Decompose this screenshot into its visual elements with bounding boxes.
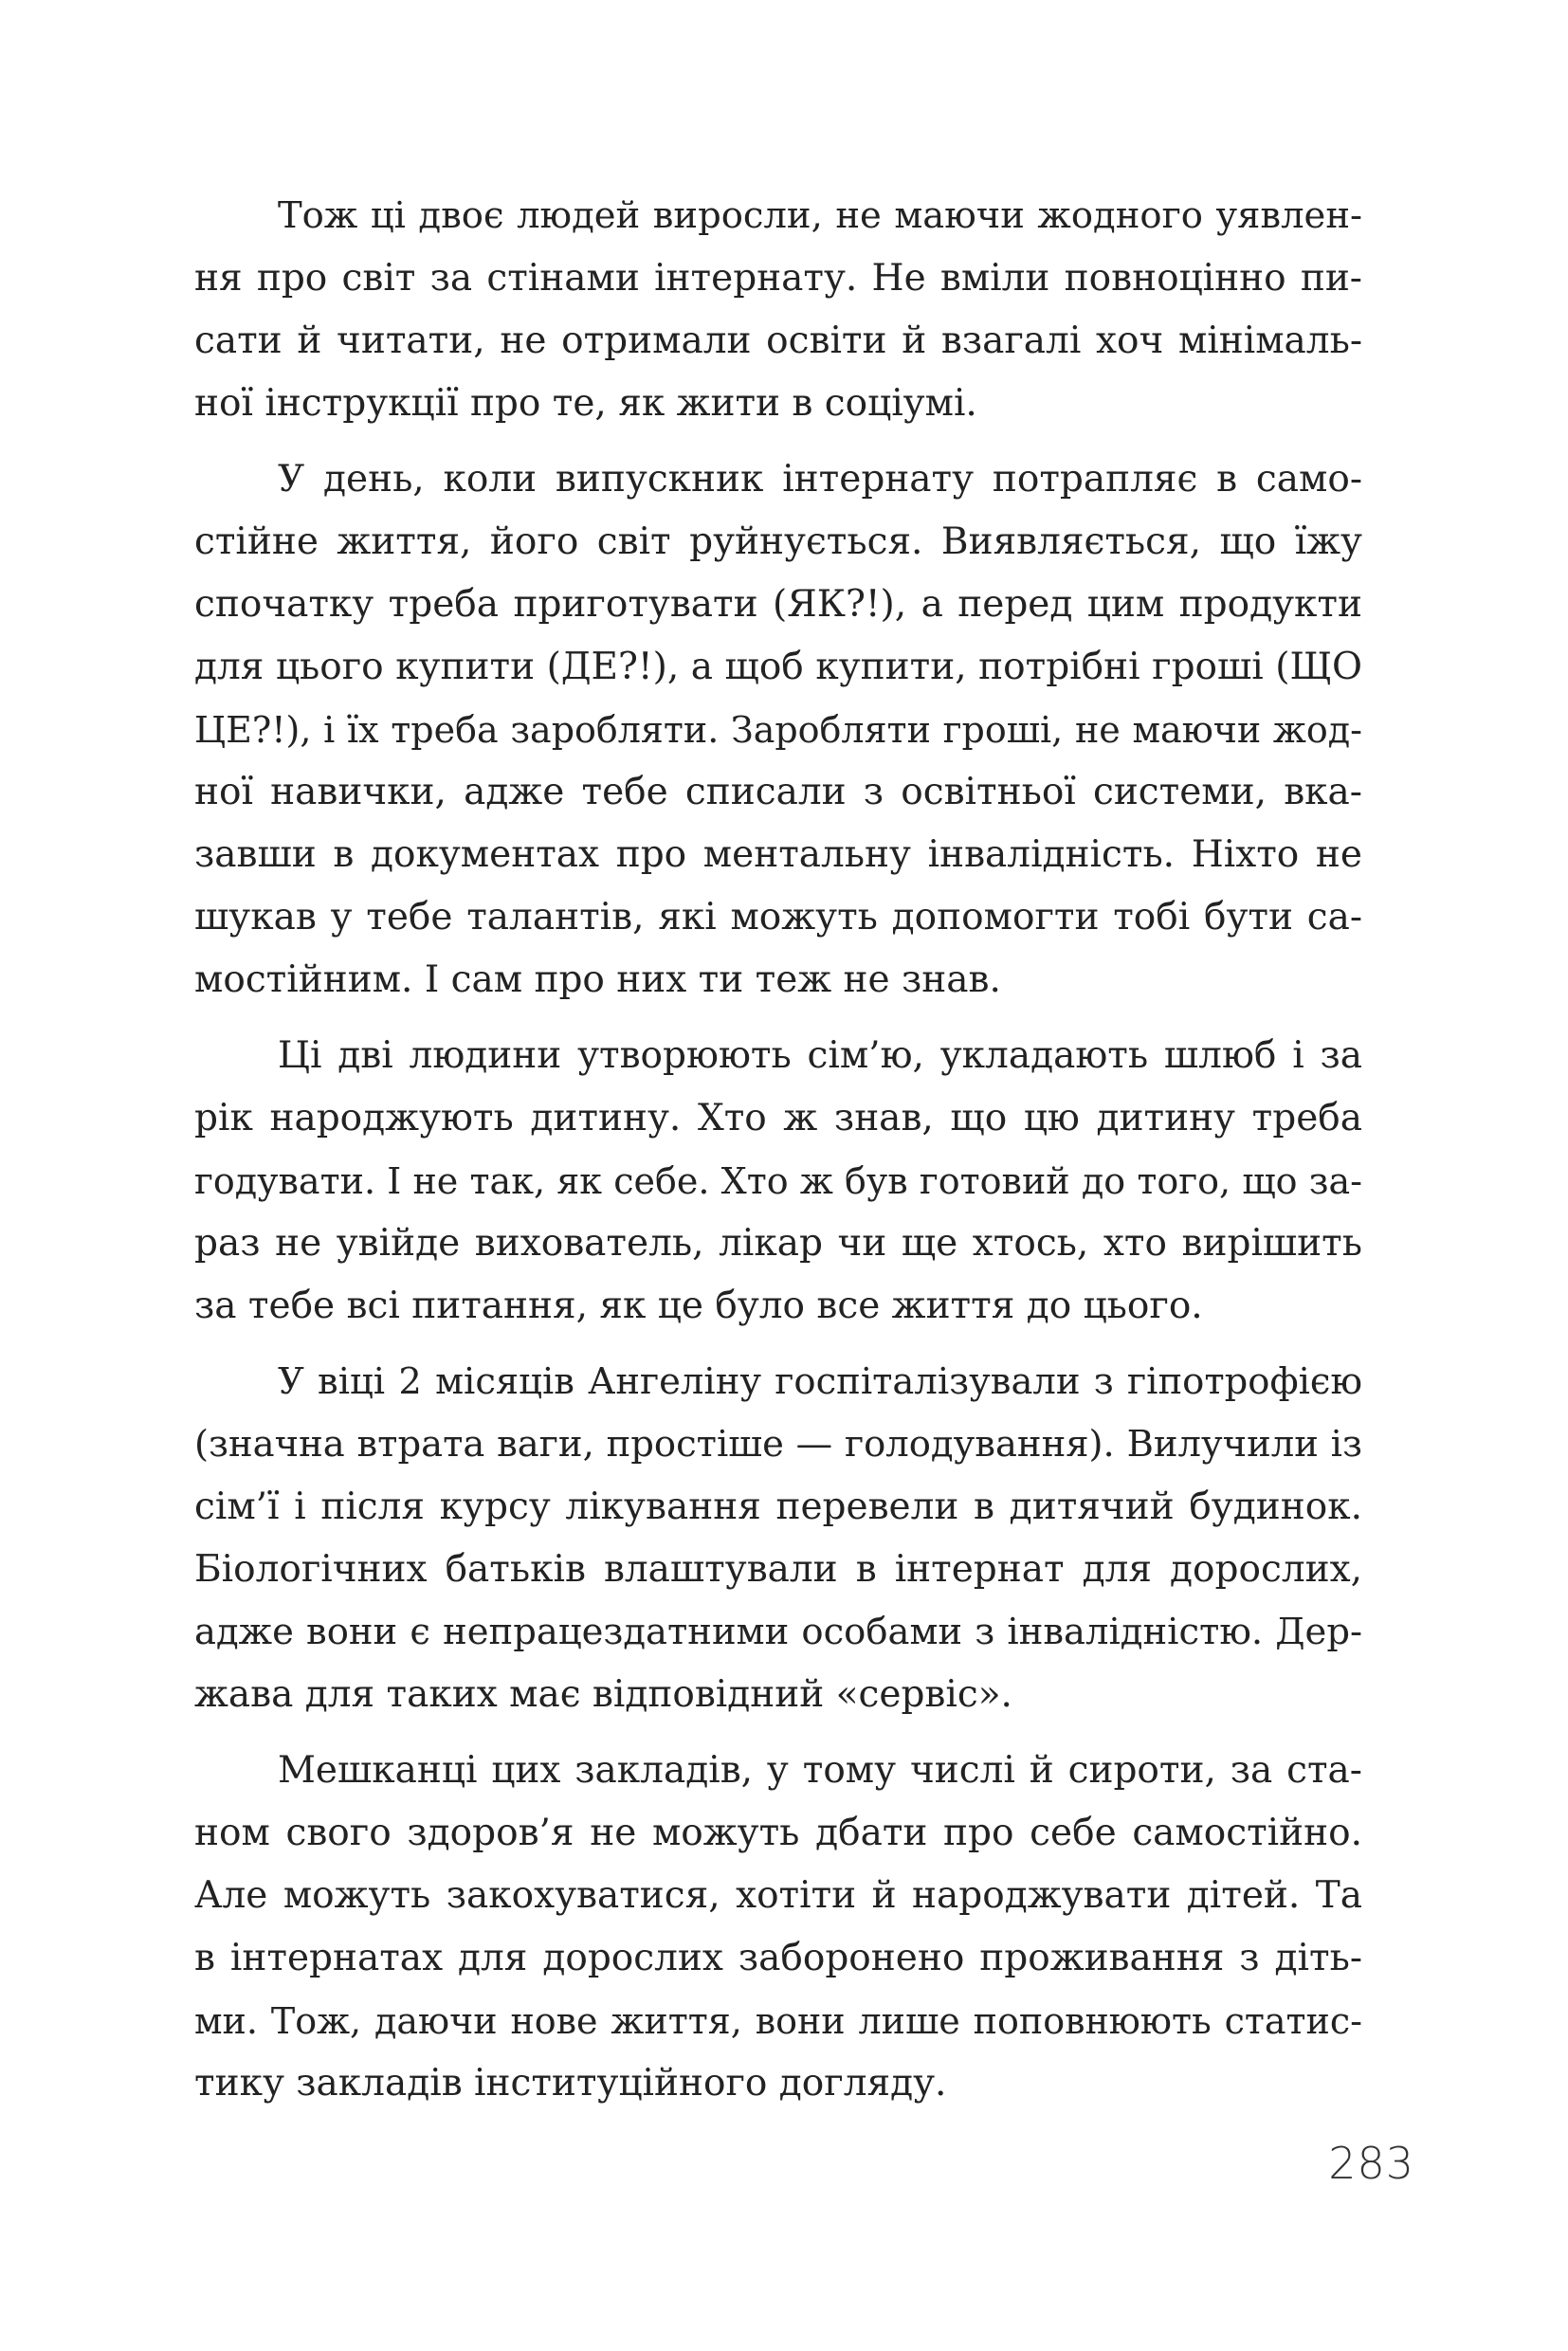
paragraph: [194, 185, 1362, 435]
text-line: Біологічних батьків влаштували в інтернат для дорослих,: [194, 1548, 1362, 1591]
text-line: рік народжують дитину. Хто ж знав, що цю дитину треба: [194, 1097, 1362, 1139]
paragraph: [194, 1351, 1362, 1726]
paragraph: [194, 1025, 1362, 1338]
paragraph-gap: [194, 1726, 1362, 1740]
text-line: годувати. І не так, як себе. Хто ж був готовий до того, що за-: [194, 1160, 1362, 1202]
text-line: У день, коли випускник інтернату потрапляє в само-: [278, 458, 1362, 501]
text-line: адже вони є непрацездатними особами з інвалідністю. Дер-: [194, 1611, 1362, 1653]
text-line: ня про світ за стінами інтернату. Не вміли повноцінно пи-: [194, 257, 1362, 300]
text-line: Але можуть закохуватися, хотіти й народжувати дітей. Та: [194, 1874, 1362, 1917]
text-line: сати й читати, не отримали освіти й взагалі хоч мінімаль-: [194, 319, 1362, 362]
paragraph: [194, 1740, 1362, 2115]
text-line: ної навички, адже тебе списали з освітньої системи, вка-: [194, 771, 1362, 813]
text-line: раз не увійде вихователь, лікар чи ще хтось, хто вирішить: [194, 1222, 1362, 1265]
text-line: мостійним. І сам про них ти теж не знав.: [194, 958, 1001, 1001]
text-line: за тебе всі питання, як це було все життя до цього.: [194, 1285, 1203, 1327]
page-number: 283: [1328, 2138, 1414, 2189]
text-line: ми. Тож, даючи нове життя, вони лише поповнюють статис-: [194, 2000, 1362, 2042]
text-line: стійне життя, його світ руйнується. Виявляється, що їжу: [194, 520, 1362, 563]
text-line: сім’ї і після курсу лікування перевели в дитячий будинок.: [194, 1485, 1362, 1528]
text-line: У віці 2 місяців Ангеліну госпіталізували з гіпотрофією: [278, 1360, 1362, 1403]
text-line: Мешканці цих закладів, у тому числі й сироти, за ста-: [278, 1749, 1362, 1792]
text-line: завши в документах про ментальну інвалідність. Ніхто не: [194, 833, 1362, 876]
text-line: ном свого здоров’я не можуть дбати про себе самостійно.: [194, 1812, 1362, 1854]
text-line: для цього купити (ДЕ?!), а щоб купити, потрібні гроші (ЩО: [194, 646, 1362, 688]
paragraph-gap: [194, 1338, 1362, 1351]
text-line: жава для таких має відповідний «сервіс».: [194, 1673, 1012, 1716]
text-line: (значна втрата ваги, простіше — голодування). Вилучили із: [194, 1423, 1362, 1466]
paragraph-gap: [194, 435, 1362, 448]
paragraph-gap: [194, 1011, 1362, 1025]
text-line: ної інструкції про те, як жити в соціумі.: [194, 382, 977, 425]
text-line: Ці дві людини утворюють сім’ю, укладають шлюб і за: [278, 1034, 1362, 1077]
text-line: в інтернатах для дорослих заборонено проживання з діть-: [194, 1937, 1362, 1979]
body-text: [194, 185, 1362, 2115]
paragraph: [194, 448, 1362, 1011]
text-line: тику закладів інституційного догляду.: [194, 2062, 947, 2105]
text-line: шукав у тебе талантів, які можуть допомогти тобі бути са-: [194, 896, 1362, 939]
text-line: Тож ці двоє людей виросли, не маючи жодного уявлен-: [278, 194, 1362, 237]
text-line: ЦЕ?!), і їх треба заробляти. Заробляти гроші, не маючи жод-: [194, 709, 1362, 751]
text-line: спочатку треба приготувати (ЯК?!), а перед цим продукти: [194, 583, 1362, 626]
